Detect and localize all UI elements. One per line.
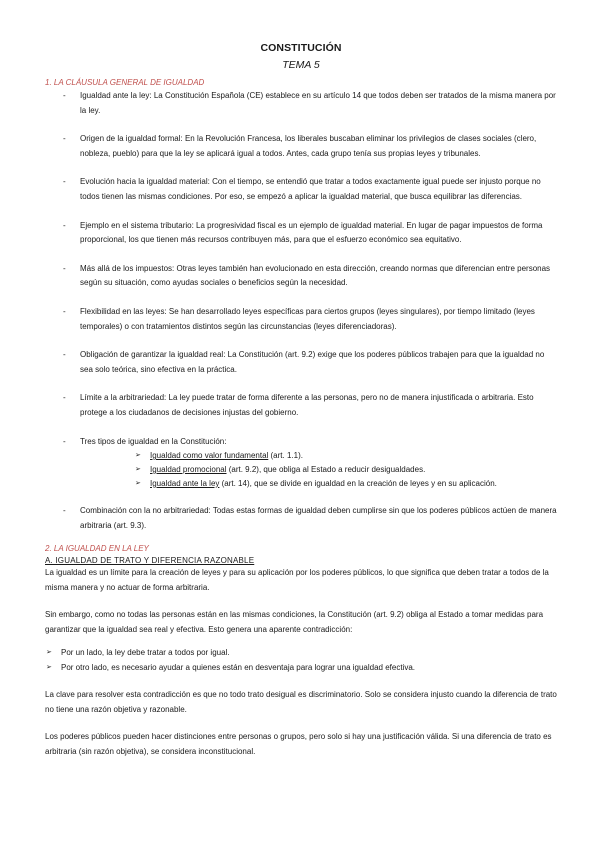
list-item xyxy=(45,504,557,533)
bullet-text: Combinación con la no arbitrariedad: Todas estas formas de igualdad deben cumplirse sin que los poderes públicos actúen de manera arbitraria (art. 9.3). xyxy=(80,506,557,531)
bullet-text: Igualdad ante la ley: La Constitución Española (CE) establece en su artículo 14 que todos deben ser tratados de la misma manera por la ley. xyxy=(80,91,556,115)
dash-bullet: - xyxy=(63,263,66,273)
dash-bullet: - xyxy=(63,393,66,403)
list-item xyxy=(45,89,557,118)
paragraph: Los poderes públicos pueden hacer distinciones entre personas o grupos, pero solo si hay una justificación válida. Si una diferencia de trato es arbitraria (sin razón objetiva), se considera inconstitucional. xyxy=(45,731,552,756)
document-title: CONSTITUCIÓN xyxy=(260,42,342,54)
equality-type-name: Igualdad ante la ley xyxy=(150,478,220,488)
arrow-bullet-icon: ➢ xyxy=(135,465,141,473)
bullet-text: Ejemplo en el sistema tributario: La progresividad fiscal es un ejemplo de igualdad material. En lugar de pagar impuestos de forma proporcional, los que tienen más recursos contribuyen más, para que el esfuerzo económico sea equitativo. xyxy=(80,220,543,245)
bullet-text: Evolución hacia la igualdad material: Con el tiempo, se entendió que tratar a todos exactamente igual puede ser injusto porque no todos tienen las mismas condiciones. Por eso, se empezó a aplicar la igualdad material, que busca equilibrar las diferencias. xyxy=(80,177,541,201)
arrow-list xyxy=(45,645,557,675)
point-text: Por otro lado, es necesario ayudar a quienes están en desventaja para lograr una igualdad efectiva. xyxy=(61,662,416,672)
document-subtitle: TEMA 5 xyxy=(282,59,320,71)
list-item xyxy=(45,391,557,420)
arrow-bullet-icon: ➢ xyxy=(135,452,141,460)
list-item xyxy=(45,262,557,291)
arrow-bullet-icon: ➢ xyxy=(46,663,52,671)
list-item xyxy=(45,645,557,660)
list-item xyxy=(45,219,557,248)
dash-bullet: - xyxy=(63,350,66,360)
dash-bullet: - xyxy=(63,306,66,316)
dash-bullet: - xyxy=(63,506,66,516)
dash-bullet: - xyxy=(63,436,66,446)
list-item xyxy=(45,305,557,334)
list-item xyxy=(80,449,557,463)
bullet-text: Origen de la igualdad formal: En la Revolución Francesa, los liberales buscaban eliminar los privilegios de clases sociales (clero, nobleza, pueblo) para que la ley se aplicará igual a todos. Antes, cada grupo tenía sus propias leyes y tribunales. xyxy=(80,134,537,158)
dash-bullet: - xyxy=(63,177,66,187)
paragraph: La clave para resolver esta contradicción es que no todo trato desigual es discriminatorio. Solo se considera injusto cuando la diferencia de trato no tiene una razón objetiva y razonable. xyxy=(45,689,557,714)
list-item xyxy=(80,463,557,477)
section-2-heading: 2. LA IGUALDAD EN LA LEY xyxy=(45,543,149,553)
section-1-heading: 1. LA CLÁUSULA GENERAL DE IGUALDAD xyxy=(45,78,205,87)
section-2a-subheading: A. IGUALDAD DE TRATO Y DIFERENCIA RAZONABLE xyxy=(45,555,255,565)
list-item xyxy=(45,175,557,204)
list-item xyxy=(45,660,557,675)
bullet-text: Límite a la arbitrariedad: La ley puede tratar de forma diferente a las personas, pero no de manera injustificada o arbitraria. Esto protege a los ciudadanos de decisiones injustas del gobierno. xyxy=(80,393,534,417)
point-text: Por un lado, la ley debe tratar a todos por igual. xyxy=(61,647,230,657)
equality-type-detail: (art. 1.1). xyxy=(268,451,303,461)
dash-bullet: - xyxy=(63,220,66,230)
bullet-text: Obligación de garantizar la igualdad real: La Constitución (art. 9.2) exige que los poderes públicos trabajen para que la igualdad no sea solo teórica, sino efectiva en la práctica. xyxy=(80,350,545,374)
equality-types-list xyxy=(80,449,557,490)
paragraph: La igualdad es un límite para la creación de leyes y para su aplicación por los poderes públicos, lo que significa que deben tratar a todos de la misma manera y no actuar de forma arbitraria. xyxy=(45,567,549,592)
bullet-text: Tres tipos de igualdad en la Constitución: xyxy=(80,436,227,446)
equality-type-detail: (art. 14), que se divide en igualdad en la creación de leyes y en su aplicación. xyxy=(219,478,497,488)
arrow-bullet-icon: ➢ xyxy=(46,648,52,656)
list-item xyxy=(45,435,557,491)
bullet-text: Más allá de los impuestos: Otras leyes también han evolucionado en esta dirección, creando normas que diferencian entre personas según su situación, como ayudas sociales o beneficios según la necesidad. xyxy=(80,263,551,288)
bullet-text: Flexibilidad en las leyes: Se han desarrollado leyes específicas para ciertos grupos (leyes singulares), por tiempo limitado (leyes temporales) o con tratamientos distintos según las circunstancias (leyes diferenciadoras). xyxy=(80,306,535,331)
list-item xyxy=(45,132,557,161)
arrow-bullet-icon: ➢ xyxy=(135,479,141,487)
dash-bullet: - xyxy=(63,134,66,144)
dash-bullet: - xyxy=(63,91,66,100)
section-1-bullet-list xyxy=(45,89,557,534)
equality-type-name: Igualdad como valor fundamental xyxy=(150,451,269,461)
list-item xyxy=(80,477,557,491)
equality-type-name: Igualdad promocional xyxy=(150,464,227,474)
equality-type-detail: (art. 9.2), que obliga al Estado a reducir desigualdades. xyxy=(226,464,426,474)
list-item xyxy=(45,348,557,377)
paragraph: Sin embargo, como no todas las personas están en las mismas condiciones, la Constitución (art. 9.2) obliga al Estado a tomar medidas para garantizar que la igualdad sea real y efectiva. Esto genera una aparente contradicción: xyxy=(45,609,544,634)
